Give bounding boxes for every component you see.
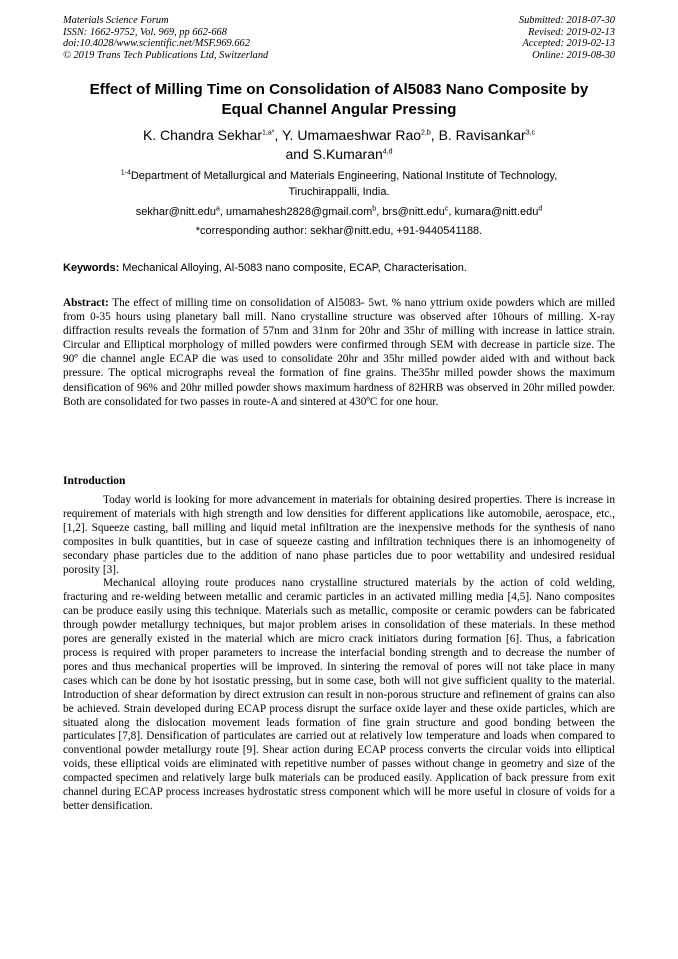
- author-1: K. Chandra Sekhar: [142, 127, 263, 143]
- email-sep: ,: [448, 206, 455, 218]
- email-sep: ,: [219, 206, 226, 218]
- email-3-sup: c: [444, 205, 449, 213]
- author-sep: ,: [274, 127, 283, 143]
- submitted-date: Submitted: 2018-07-30: [518, 15, 615, 26]
- email-list: [40, 204, 638, 220]
- paper-title: [40, 80, 638, 120]
- author-2-sup: 2,b: [421, 129, 431, 137]
- abstract-text: The effect of milling time on consolidation of Al5083- 5wt. % nano yttrium oxide powders which are milled from 0-35 hours using planetary ball mill. Nano crystalline structure was observed after 10hours of milling. X-ray diffraction results reveals the formation of 57nm and 31nm for 20hr and 35hr of milling with increase in lattice strain. Circular and Elliptical morphology of milled powders were confirmed through SEM with decrease in particle size. The 90º die channel angle ECAP die was used to consolidate 20hr and 35hr milled powder aided with and without back pressure. The optical micrographs reveal the formation of fine grains. The35hr milled powder shows the maximum densification of 96% and 20hr milled powder shows maximum hardness of 82HRB was observed in 20hr milled powder. Both are consolidated for two passes in route-A and sintered at 430ºC for one hour.: [63, 297, 615, 408]
- introduction-heading: Introduction: [63, 475, 126, 487]
- issn-line: ISSN: 1662-9752, Vol. 969, pp 662-668: [63, 26, 227, 38]
- authors-line-1: [40, 126, 638, 145]
- email-sep: ,: [376, 206, 383, 218]
- keywords: [63, 261, 615, 275]
- email-3[interactable]: brs@nitt.edu: [382, 206, 445, 218]
- journal-name: Materials Science Forum: [63, 15, 169, 26]
- abstract-label: Abstract:: [63, 297, 109, 309]
- affiliation-line-1: [60, 168, 618, 184]
- intro-paragraph-2: Mechanical alloying route produces nano crystalline structured materials by the action of cold welding, fracturing and re-welding between metallic and ceramic particles in an activated milling media [4,5]. Nano composites can be produce easily using this technique. Materials such as metallic, composite or ceramic powders can be fabricated through powder metallurgy techniques, but major problem arises in consolidation of these materials. In these method pores are generally existed in the material which are micro crack initiators during formation [6]. Thus, a fabrication process is required with proper parameters to increase the interfacial bonding strength and to decrease the number of pores and thus mechanical properties will be improved. In sintering the removal of pores will not take place in many cases which can be done by hot isostatic pressing, but in some case, both will not give sufficient quality to the material. Introduction of shear deformation by direct extrusion can result in non-porous structure and refinement of grains can also be achieved. Strain developed during ECAP process disrupt the surface oxide layer and these oxide particles, which are situated along the dislocation movement leads formation of fine grain structure and good bonding between the particulates [7,8]. Densification of particulates are carried out at relatively low temperature and loads when compared to conventional powder metallurgy route [9]. Shear action during ECAP process converts the circular voids into elliptical voids, these elliptical voids are eliminated with repetitive number of passes without change in geometry and size of the compacted specimen and relatively large bulk materials can be produced easily. Application of back pressure from exit channel during ECAP process increases hydrostatic stress component which will be more useful in closure of voids for a better densification.: [63, 577, 615, 812]
- revised-date: Revised: 2019-02-13: [528, 26, 615, 38]
- email-4[interactable]: kumara@nitt.edu: [454, 206, 539, 218]
- author-1-sup: 1,a*: [262, 129, 275, 137]
- author-4: S.Kumaran: [312, 146, 383, 162]
- author-sep: ,: [430, 127, 439, 143]
- affiliation-text-1: Department of Metallurgical and Materials Engineering, National Institute of Technology,: [130, 170, 558, 182]
- author-list: [40, 126, 638, 164]
- affiliation: [60, 168, 618, 200]
- email-2[interactable]: umamahesh2828@gmail.com: [225, 206, 373, 218]
- author-4-sup: 4,d: [382, 148, 393, 156]
- affiliation-line-2: Tiruchirappalli, India.: [288, 186, 390, 198]
- email-4-sup: d: [538, 205, 543, 213]
- keywords-text: Mechanical Alloying, Al-5083 nano composite, ECAP, Characterisation.: [119, 262, 467, 274]
- abstract: [63, 296, 615, 409]
- affiliation-sup: 1-4: [120, 169, 131, 177]
- keywords-label: Keywords:: [63, 262, 120, 274]
- author-3: B. Ravisankar: [438, 127, 526, 143]
- email-1[interactable]: sekhar@nitt.edu: [135, 206, 216, 218]
- authors-line-2: [40, 145, 638, 164]
- author-3-sup: 3,c: [525, 129, 536, 137]
- intro-paragraph-1: Today world is looking for more advancement in materials for obtaining desired properties. There is increase in requirement of materials with high strength and low densities for different applications like automobile, aerospace, etc., [1,2]. Squeeze casting, ball milling and liquid metal infiltration are the inexpensive methods for the synthesis of nano composites in bulk quantities, but in case of squeeze casting and infiltration techniques there is an inhomogeneity of secondary phase particles due to the addition of nano phase particles due to poor wettability and undesired residual porosity [3].: [63, 494, 615, 576]
- email-2-sup: b: [372, 205, 377, 213]
- copyright-line: © 2019 Trans Tech Publications Ltd, Switzerland: [63, 49, 269, 61]
- doi-line[interactable]: doi:10.4028/www.scientific.net/MSF.969.662: [63, 38, 250, 50]
- journal-info: [63, 15, 268, 61]
- title-line-2: Equal Channel Angular Pressing: [221, 101, 457, 118]
- accepted-date: Accepted: 2019-02-13: [522, 38, 615, 50]
- author-and: and: [285, 146, 313, 162]
- title-line-1: Effect of Milling Time on Consolidation of Al5083 Nano Composite by: [89, 81, 589, 98]
- corresponding-author: *corresponding author: sekhar@nitt.edu, +91-9440541188.: [195, 225, 483, 237]
- introduction-body: [63, 494, 615, 814]
- author-2: Y. Umamaeshwar Rao: [282, 127, 422, 143]
- publication-dates: [519, 15, 615, 61]
- online-date: Online: 2019-08-30: [532, 49, 615, 61]
- email-1-sup: a: [215, 205, 220, 213]
